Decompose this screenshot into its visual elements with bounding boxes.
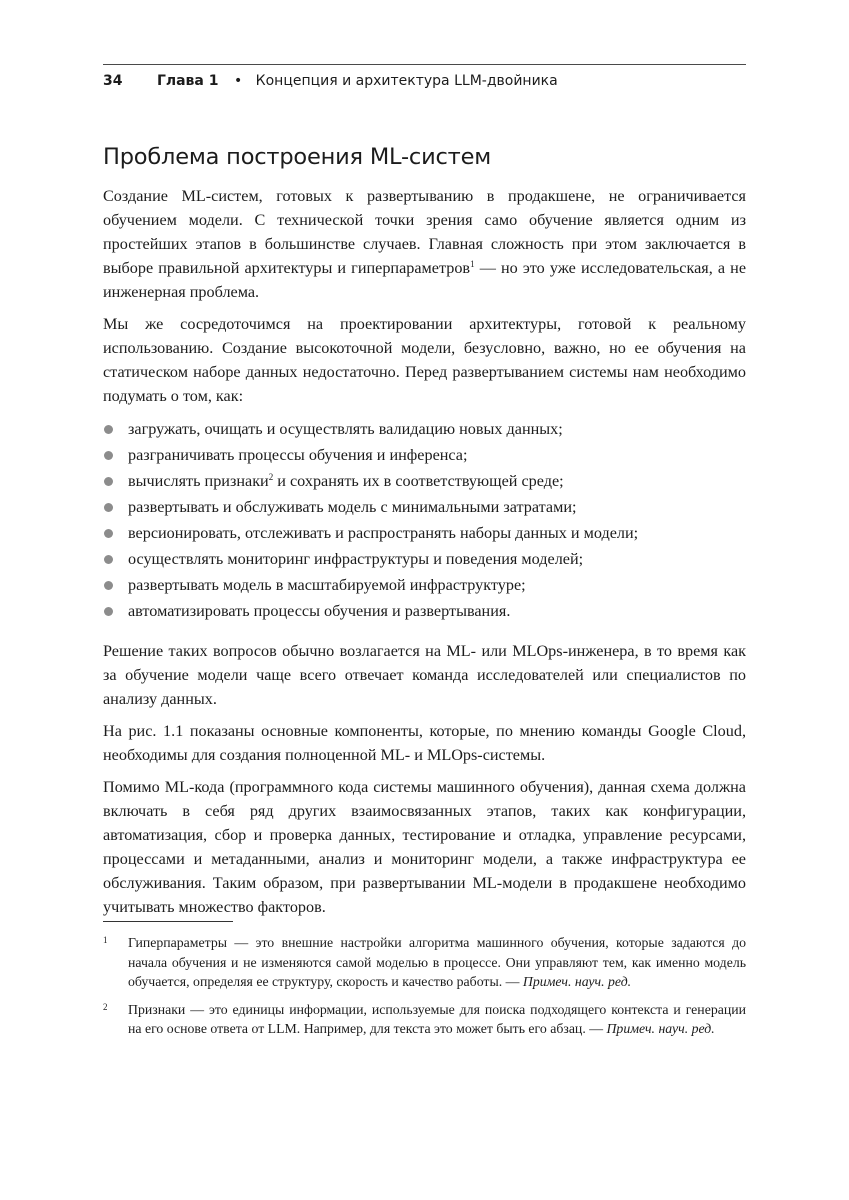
bullet-icon — [104, 477, 113, 486]
footnote — [103, 933, 746, 992]
list-item — [103, 416, 746, 442]
footnote-ref[interactable]: 2 — [268, 472, 274, 482]
paragraph-text: — но это уже исследовательская, а не инженерная проблема. — [103, 259, 747, 301]
footnote-number: 2 — [103, 1001, 108, 1012]
bullet-icon — [104, 529, 113, 538]
paragraph-text: Создание ML-систем, готовых к развертыванию в продакшене, не ограничивается обучением модели. С технической точки зрения само обучение является одним из простейших этапов в большинстве случаев. Главная сложность при этом заключается в выборе правильной архитектуры и гиперпараметров — [103, 187, 746, 277]
bullet-icon — [104, 607, 113, 616]
list-item — [103, 572, 746, 598]
book-page — [103, 0, 746, 1200]
list-item-text: автоматизировать процессы обучения и развертывания. — [128, 602, 511, 620]
footnote-editor-note: Примеч. науч. ред. — [606, 1021, 715, 1036]
paragraph: Решение таких вопросов обычно возлагается на ML- или MLOps-инженера, в то время как за обучение модели чаще всего отвечает команда исследователей или специалистов по анализу данных. — [103, 642, 746, 708]
list-item-text: развертывать и обслуживать модель с минимальными затратами; — [128, 498, 577, 516]
footnote-editor-note: Примеч. науч. ред. — [522, 974, 632, 989]
footnote-text: Гиперпараметры — это внешние настройки алгоритма машинного обучения, которые задаются до начала обучения и не изменяются самой моделью в процессе. Они управляют тем, как именно модель обучается, определяя ее структуру, скорость и качество работы. — — [128, 935, 746, 989]
list-item — [103, 598, 746, 624]
footnote-divider — [103, 921, 233, 922]
paragraph: Помимо ML-кода (программного кода системы машинного обучения), данная схема должна включать в себя ряд других взаимосвязанных этапов, таких как конфигурации, автоматизация, сбор и проверка данных, тестирование и отладка, управление ресурсами, процессами и метаданными, анализ и мониторинг модели, а также инфраструктура ее обслуживания. Таким образом, при развертывании ML-модели в продакшене необходимо учитывать множество факторов. — [103, 778, 746, 916]
footnotes — [103, 933, 746, 1047]
list-item-text: развертывать модель в масштабируемой инфраструктуре; — [128, 576, 526, 594]
bullet-icon — [104, 581, 113, 590]
list-item — [103, 468, 746, 494]
page-number: 34 — [103, 73, 123, 89]
paragraph — [103, 184, 746, 304]
bullet-icon — [104, 451, 113, 460]
list-item — [103, 442, 746, 468]
bullet-icon — [104, 503, 113, 512]
list-item — [103, 520, 746, 546]
body-text — [103, 184, 746, 919]
list-item-text: разграничивать процессы обучения и инференса; — [128, 446, 468, 464]
list-item — [103, 494, 746, 520]
footnote — [103, 1000, 746, 1039]
bullet-icon — [104, 425, 113, 434]
footnote-ref[interactable]: 1 — [470, 259, 475, 269]
footnote-text: Признаки — это единицы информации, используемые для поиска подходящего контекста и генерации на его основе ответа от LLM. Например, для текста это может быть его абзац. — — [128, 1001, 746, 1036]
paragraph: Мы же сосредоточимся на проектировании архитектуры, готовой к реальному использованию. Создание высокоточной модели, безусловно, важно, но ее обучения на статическом наборе данных недостаточно. Перед развертыванием системы нам необходимо подумать о том, как: — [103, 315, 746, 405]
list-item-text: осуществлять мониторинг инфраструктуры и поведения моделей; — [128, 550, 584, 568]
list-item — [103, 546, 746, 572]
list-item-text: версионировать, отслеживать и распространять наборы данных и модели; — [128, 524, 639, 542]
section-title: Проблема построения ML-систем — [103, 144, 492, 170]
bullet-list — [103, 416, 746, 624]
list-item-text: и сохранять их в соответствующей среде; — [273, 472, 564, 490]
paragraph: На рис. 1.1 показаны основные компоненты, которые, по мнению команды Google Cloud, необходимы для создания полноценной ML- и MLOps-системы. — [103, 722, 746, 764]
list-item-text: загружать, очищать и осуществлять валидацию новых данных; — [128, 420, 563, 438]
list-item-text: вычислять признаки — [128, 472, 269, 490]
chapter-label: Глава 1 — [156, 73, 219, 89]
footnote-number: 1 — [103, 935, 108, 945]
chapter-title: Концепция и архитектура LLM-двойника — [255, 73, 558, 89]
header-separator: • — [233, 73, 243, 89]
running-header — [103, 64, 746, 91]
bullet-icon — [104, 555, 113, 564]
